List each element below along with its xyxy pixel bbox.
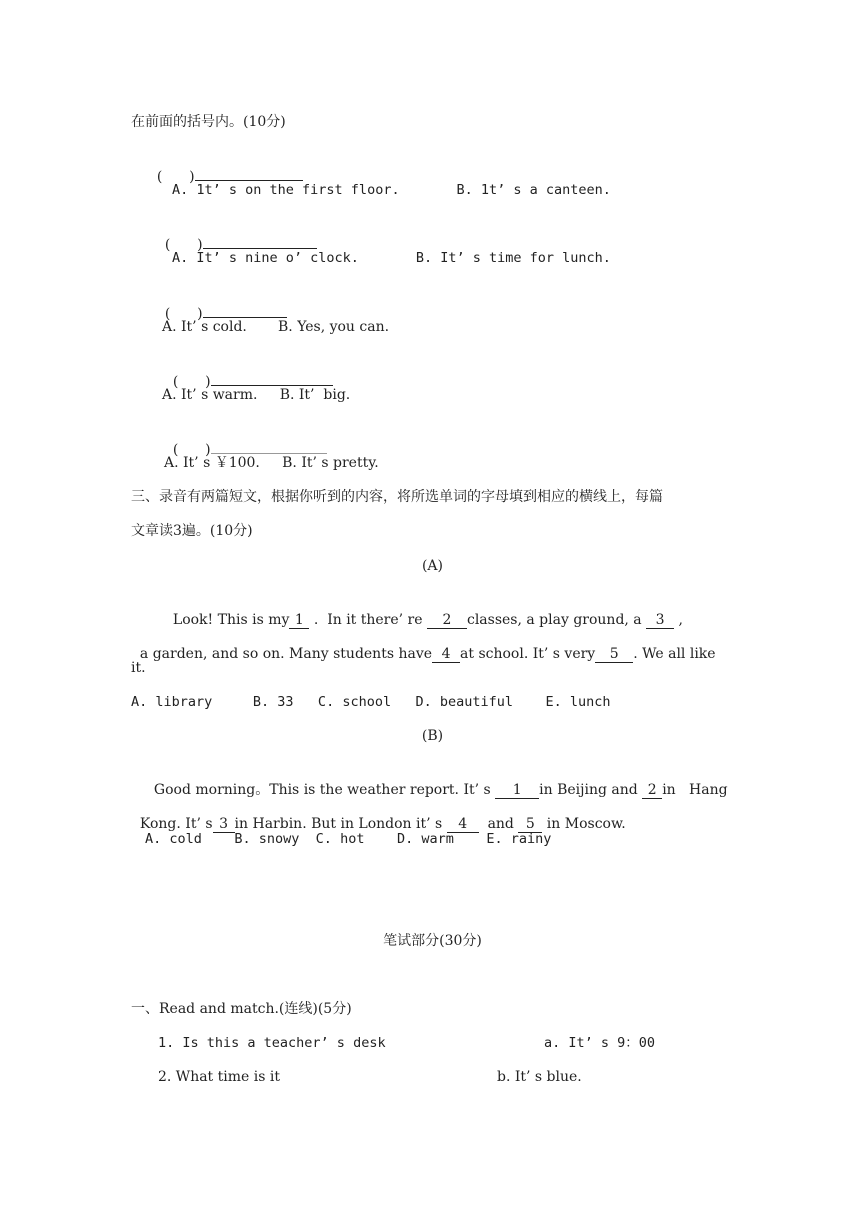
match-left-2[interactable]: 2. What time is it [158, 1069, 280, 1085]
fill-blank-5[interactable]: 5 [595, 646, 633, 663]
question-5-options: A. It’ s ￥100. B. It’ s pretty. [164, 455, 379, 471]
question-4-options: A. It’ s warm. B. It’ big. [162, 387, 351, 403]
answer-line[interactable] [203, 234, 317, 249]
answer-bracket[interactable]: ( ) [156, 169, 195, 185]
passage-b-line2: Kong. It’ s 3 in Harbin. But in London it’ s 4 and 5 in Moscow. [139, 816, 626, 832]
answer-line[interactable] [203, 303, 287, 318]
fill-blank-3[interactable]: 3 [646, 612, 674, 629]
answer-line[interactable] [211, 439, 327, 454]
fill-blank-5[interactable]: 5 [518, 816, 542, 833]
answer-bracket[interactable]: ( ) [164, 237, 203, 253]
match-right-b[interactable]: b. It’ s blue. [497, 1069, 582, 1085]
written-part-title: 笔试部分(30分) [383, 933, 482, 949]
question-1-options: A. 1t’ s on the first floor. B. 1t’ s a canteen. [172, 182, 611, 198]
match-right-a[interactable]: a. It’ s 9：00 [544, 1035, 656, 1051]
match-left-1[interactable]: 1. Is this a teacher’ s desk [158, 1035, 386, 1051]
passage-b-options: A. cold B. snowy C. hot D. warm E. rainy [145, 831, 552, 847]
answer-line[interactable] [195, 166, 303, 181]
fill-blank-1[interactable]: 1 [289, 612, 309, 629]
section-3-heading-line1: 三、录音有两篇短文，根据你听到的内容，将所选单词的字母填到相应的横线上，每篇 [131, 489, 663, 505]
instruction-tail: 在前面的括号内。(10分) [131, 114, 286, 130]
answer-bracket[interactable]: ( ) [172, 374, 211, 390]
answer-line[interactable] [211, 371, 333, 386]
passage-a-line3: it. [131, 660, 146, 676]
answer-bracket[interactable]: ( ) [164, 306, 203, 322]
passage-a-options: A. library B. 33 C. school D. beautiful E. lunch [131, 694, 611, 710]
section-1-heading: 一、Read and match.(连线)(5分) [131, 1001, 352, 1017]
question-2-options: A. It’ s nine o’ clock. B. It’ s time for lunch. [172, 250, 611, 266]
passage-a-line2: a garden, and so on. Many students have 4 at school. It’ s very 5 . We all like [139, 646, 716, 662]
passage-b-line1: Good morning。This is the weather report. It’ s 1 in Beijing and 2 in Hang [153, 782, 728, 798]
answer-bracket[interactable]: ( ) [172, 442, 211, 458]
fill-blank-4[interactable]: 4 [447, 816, 479, 833]
passage-a-line1: Look! This is my 1 . In it there’ re 2 classes, a play ground, a 3 , [172, 612, 684, 628]
fill-blank-1[interactable]: 1 [495, 782, 539, 799]
fill-blank-2[interactable]: 2 [427, 612, 467, 629]
fill-blank-2[interactable]: 2 [642, 782, 662, 799]
section-3-heading-line2: 文章读3遍。(10分) [131, 523, 253, 539]
passage-a-label: (A) [421, 558, 444, 574]
fill-blank-3[interactable]: 3 [213, 816, 235, 833]
passage-b-label: (B) [421, 728, 444, 744]
fill-blank-4[interactable]: 4 [432, 646, 460, 663]
question-3-options: A. It’ s cold. B. Yes, you can. [162, 319, 390, 335]
